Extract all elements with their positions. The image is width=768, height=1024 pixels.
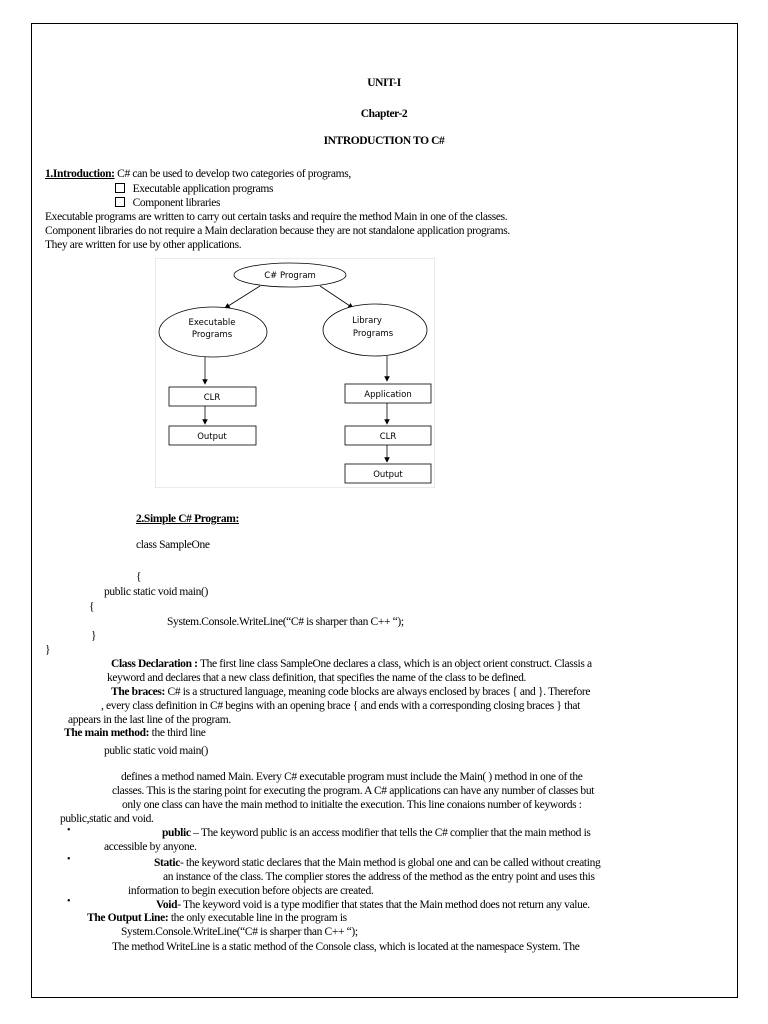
application-label: Application <box>364 390 412 400</box>
library-label: Library <box>352 316 382 326</box>
paragraph-line: defines a method named Main. Every C# executable program must include the Main( ) method in one of the <box>121 771 583 783</box>
void-line: Void- The keyword void is a type modifier that states that the Main method does not return any value. <box>156 899 590 911</box>
main-method-line: The main method: the third line <box>64 727 206 739</box>
paragraph-line: The method WriteLine is a static method of the Console class, which is located at the namespace System. The <box>112 941 580 953</box>
paragraph-line: public,static and void. <box>60 813 154 825</box>
intro-lead: C# can be used to develop two categories of programs, <box>114 168 351 180</box>
paragraph-line: keyword and declares that a new class definition, that specifies the name of the class to be defined. <box>107 672 527 684</box>
exec-label: Executable <box>188 318 236 328</box>
clr-label-library: CLR <box>379 432 397 442</box>
intro-paragraph: Component libraries do not require a Main declaration because they are not standalone application programs. <box>45 225 510 237</box>
paragraph-line: accessible by anyone. <box>104 841 197 853</box>
unit-heading: UNIT-I <box>367 77 401 89</box>
paragraph-line: only one class can have the main method to initialte the execution. This line conaions number of keywords : <box>122 799 582 811</box>
intro-paragraph: Executable programs are written to carry out certain tasks and require the method Main in one of the classes. <box>45 211 508 223</box>
code-line: } <box>45 644 51 656</box>
intro-line <box>45 167 351 181</box>
paragraph-line: classes. This is the staring point for executing the program. A C# applications can have any number of classes but <box>112 785 595 797</box>
code-line: class SampleOne <box>136 539 210 551</box>
intro-heading: 1.Introduction: <box>45 168 115 180</box>
static-line: Static- the keyword static declares that the Main method is global one and can be called without creating <box>154 857 601 869</box>
root-label: C# Program <box>264 271 316 281</box>
code-line: System.Console.WriteLine(“C# is sharper than C++ “); <box>121 926 358 938</box>
output-label: Output <box>197 432 227 442</box>
code-line: public static void main() <box>104 745 208 757</box>
code-line: { <box>136 571 142 583</box>
checkbox-icon <box>115 183 125 193</box>
code-line: System.Console.WriteLine(“C# is sharper than C++ “); <box>167 616 404 628</box>
program-flow-diagram <box>155 258 435 488</box>
code-line: { <box>89 601 95 613</box>
bullet-icon: • <box>67 825 71 836</box>
paragraph-line: , every class definition in C# begins with an opening brace { and ends with a corresponding closing braces } that <box>101 700 580 712</box>
output-label-library: Output <box>373 470 403 480</box>
paragraph-line: an instance of the class. The complier stores the address of the method as the entry point and uses this <box>163 871 595 883</box>
output-line-heading: The Output Line: the only executable line in the program is <box>87 912 347 924</box>
intro-paragraph: They are written for use by other applications. <box>45 239 242 251</box>
exec-label: Programs <box>191 330 233 340</box>
chapter-heading: Chapter-2 <box>360 108 408 120</box>
paragraph-line: appears in the last line of the program. <box>68 714 231 726</box>
code-line: } <box>91 630 97 642</box>
page-title: INTRODUCTION TO C# <box>323 135 445 147</box>
public-line: public – The keyword public is an access modifier that tells the C# complier that the main method is <box>162 827 591 839</box>
class-declaration-line: Class Declaration : The first line class SampleOne declares a class, which is an object orient construct. Classis a <box>111 658 592 670</box>
library-label: Programs <box>352 329 394 339</box>
braces-line: The braces: C# is a structured language, meaning code blocks are always enclosed by braces { and }. Therefore <box>111 686 591 698</box>
bullet-icon: • <box>67 896 71 907</box>
code-line: public static void main() <box>104 586 208 598</box>
program-heading: 2.Simple C# Program: <box>136 513 239 525</box>
list-item: Executable application programs <box>115 182 273 196</box>
bullet-icon: • <box>67 854 71 865</box>
clr-label: CLR <box>203 393 221 403</box>
paragraph-line: information to begin execution before objects are created. <box>128 885 374 897</box>
checkbox-icon <box>115 197 125 207</box>
list-item: Component libraries <box>115 196 220 210</box>
